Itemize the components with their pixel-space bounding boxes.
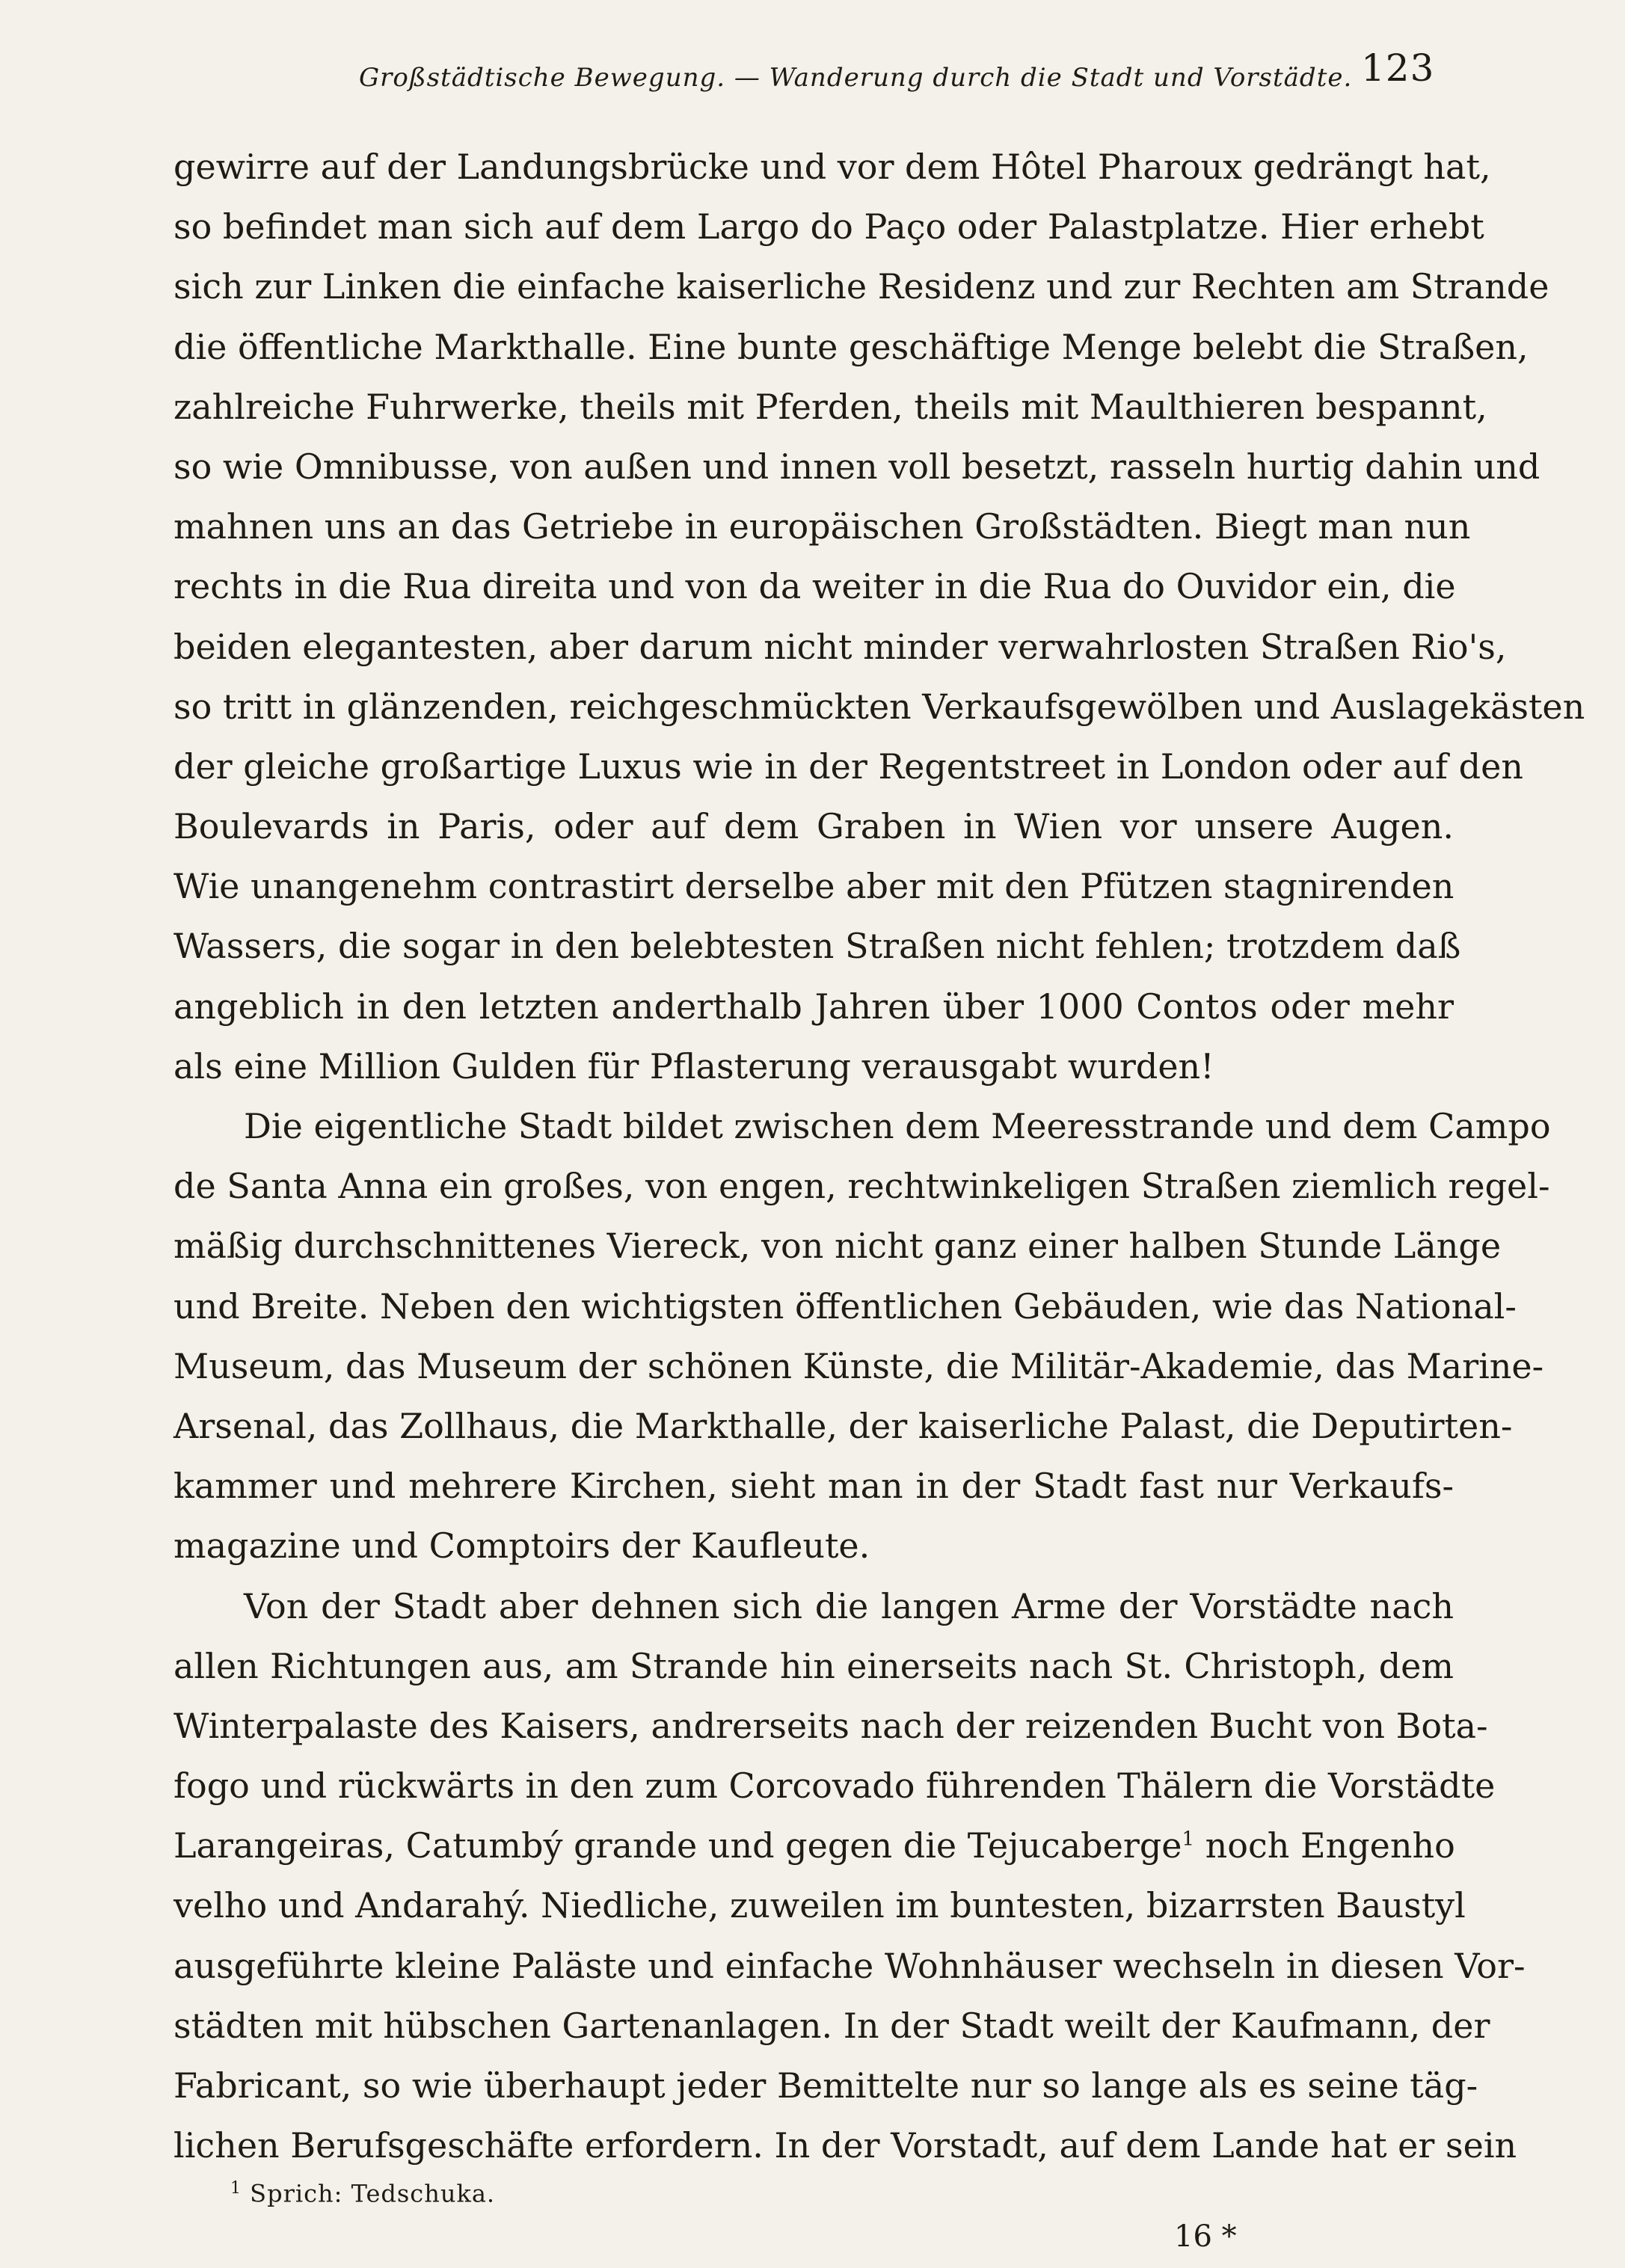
text-line: so wie Omnibusse, von außen und innen voll besetzt, rasseln hurtig dahin und <box>173 446 1540 487</box>
text-line: rechts in die Rua direita und von da weiter in die Rua do Ouvidor ein, die <box>173 566 1456 607</box>
text-line: Arsenal, das Zollhaus, die Markthalle, der kaiserliche Palast, die Deputirten- <box>173 1405 1513 1446</box>
text-line: gewirre auf der Landungsbrücke und vor dem Hôtel Pharoux gedrängt hat, <box>173 147 1491 187</box>
text-line: zahlreiche Fuhrwerke, theils mit Pferden, theils mit Maulthieren bespannt, <box>173 386 1487 427</box>
text-line: Winterpalaste des Kaisers, andrerseits nach der reizenden Bucht von Bota- <box>173 1705 1488 1746</box>
text-line: ausgeführte kleine Paläste und einfache Wohnhäuser wechseln in diesen Vor- <box>173 1945 1526 1986</box>
text-line: Von der Stadt aber dehnen sich die langen Arme der Vorstädte nach <box>244 1585 1454 1626</box>
text-line: als eine Million Gulden für Pflasterung verausgabt wurden! <box>173 1045 1214 1087</box>
text-line-head: Larangeiras, Catumbý grande und gegen die Tejucaberge <box>173 1825 1182 1866</box>
printer-signature: 16 * <box>1174 2219 1237 2254</box>
text-line: lichen Berufsgeschäfte erfordern. In der Vorstadt, auf dem Lande hat er sein <box>173 2125 1517 2166</box>
text-line: magazine und Comptoirs der Kaufleute. <box>173 1525 870 1567</box>
text-line: Wie unangenehm contrastirt derselbe aber mit den Pfützen stagnirenden <box>173 866 1454 907</box>
running-head: Großstädtische Bewegung. — Wanderung durch die Stadt und Vorstädte. <box>359 63 1353 93</box>
text-line: Die eigentliche Stadt bildet zwischen dem Meeresstrande und dem Campo <box>244 1106 1551 1146</box>
page-number: 123 <box>1361 46 1435 90</box>
text-line: Boulevards in Paris, oder auf dem Graben in Wien vor unsere Augen. <box>173 806 1454 847</box>
text-line: der gleiche großartige Luxus wie in der Regentstreet in London oder auf den <box>173 746 1523 787</box>
text-line: Fabricant, so wie überhaupt jeder Bemittelte nur so lange als es seine täg- <box>173 2065 1478 2106</box>
text-line: und Breite. Neben den wichtigsten öffentlichen Gebäuden, wie das National- <box>173 1285 1517 1327</box>
text-line: so befindet man sich auf dem Largo do Paço oder Palastplatze. Hier erhebt <box>173 206 1484 248</box>
text-line: velho und Andarahý. Niedliche, zuweilen im buntesten, bizarrsten Baustyl <box>173 1885 1466 1926</box>
text-line: die öffentliche Markthalle. Eine bunte geschäftige Menge belebt die Straßen, <box>173 326 1529 367</box>
text-line: fogo und rückwärts in den zum Corcovado führenden Thälern die Vorstädte <box>173 1765 1496 1807</box>
text-line-with-footnote <box>173 1816 1454 1875</box>
text-line: städten mit hübschen Gartenanlagen. In der Stadt weilt der Kaufmann, der <box>173 2005 1490 2046</box>
text-line: kammer und mehrere Kirchen, sieht man in der Stadt fast nur Verkaufs- <box>173 1466 1454 1507</box>
text-line: mahnen uns an das Getriebe in europäischen Großstädten. Biegt man nun <box>173 506 1471 547</box>
footnote-reference: 1 <box>1182 1828 1195 1851</box>
footnote <box>230 2179 495 2208</box>
text-line: mäßig durchschnittenes Viereck, von nicht ganz einer halben Stunde Länge <box>173 1226 1502 1267</box>
text-line: allen Richtungen aus, am Strande hin einerseits nach St. Christoph, dem <box>173 1645 1454 1686</box>
text-line: beiden elegantesten, aber darum nicht minder verwahrlosten Straßen Rio's, <box>173 626 1507 667</box>
text-line: sich zur Linken die einfache kaiserliche Residenz und zur Rechten am Strande <box>173 266 1549 307</box>
text-line-tail: noch Engenho <box>1194 1825 1455 1866</box>
text-line: angeblich in den letzten anderthalb Jahren über 1000 Contos oder mehr <box>173 986 1454 1027</box>
text-line: so tritt in glänzenden, reichgeschmückten Verkaufsgewölben und Auslagekästen <box>173 686 1585 727</box>
footnote-marker: 1 <box>230 2179 242 2198</box>
body-text <box>173 137 1585 2175</box>
text-line: Wassers, die sogar in den belebtesten Straßen nicht fehlen; trotzdem daß <box>173 926 1461 967</box>
text-line: Museum, das Museum der schönen Künste, die Militär-Akademie, das Marine- <box>173 1345 1544 1386</box>
footnote-text: Sprich: Tedschuka. <box>242 2179 496 2208</box>
text-line: de Santa Anna ein großes, von engen, rechtwinkeligen Straßen ziemlich regel- <box>173 1166 1550 1207</box>
